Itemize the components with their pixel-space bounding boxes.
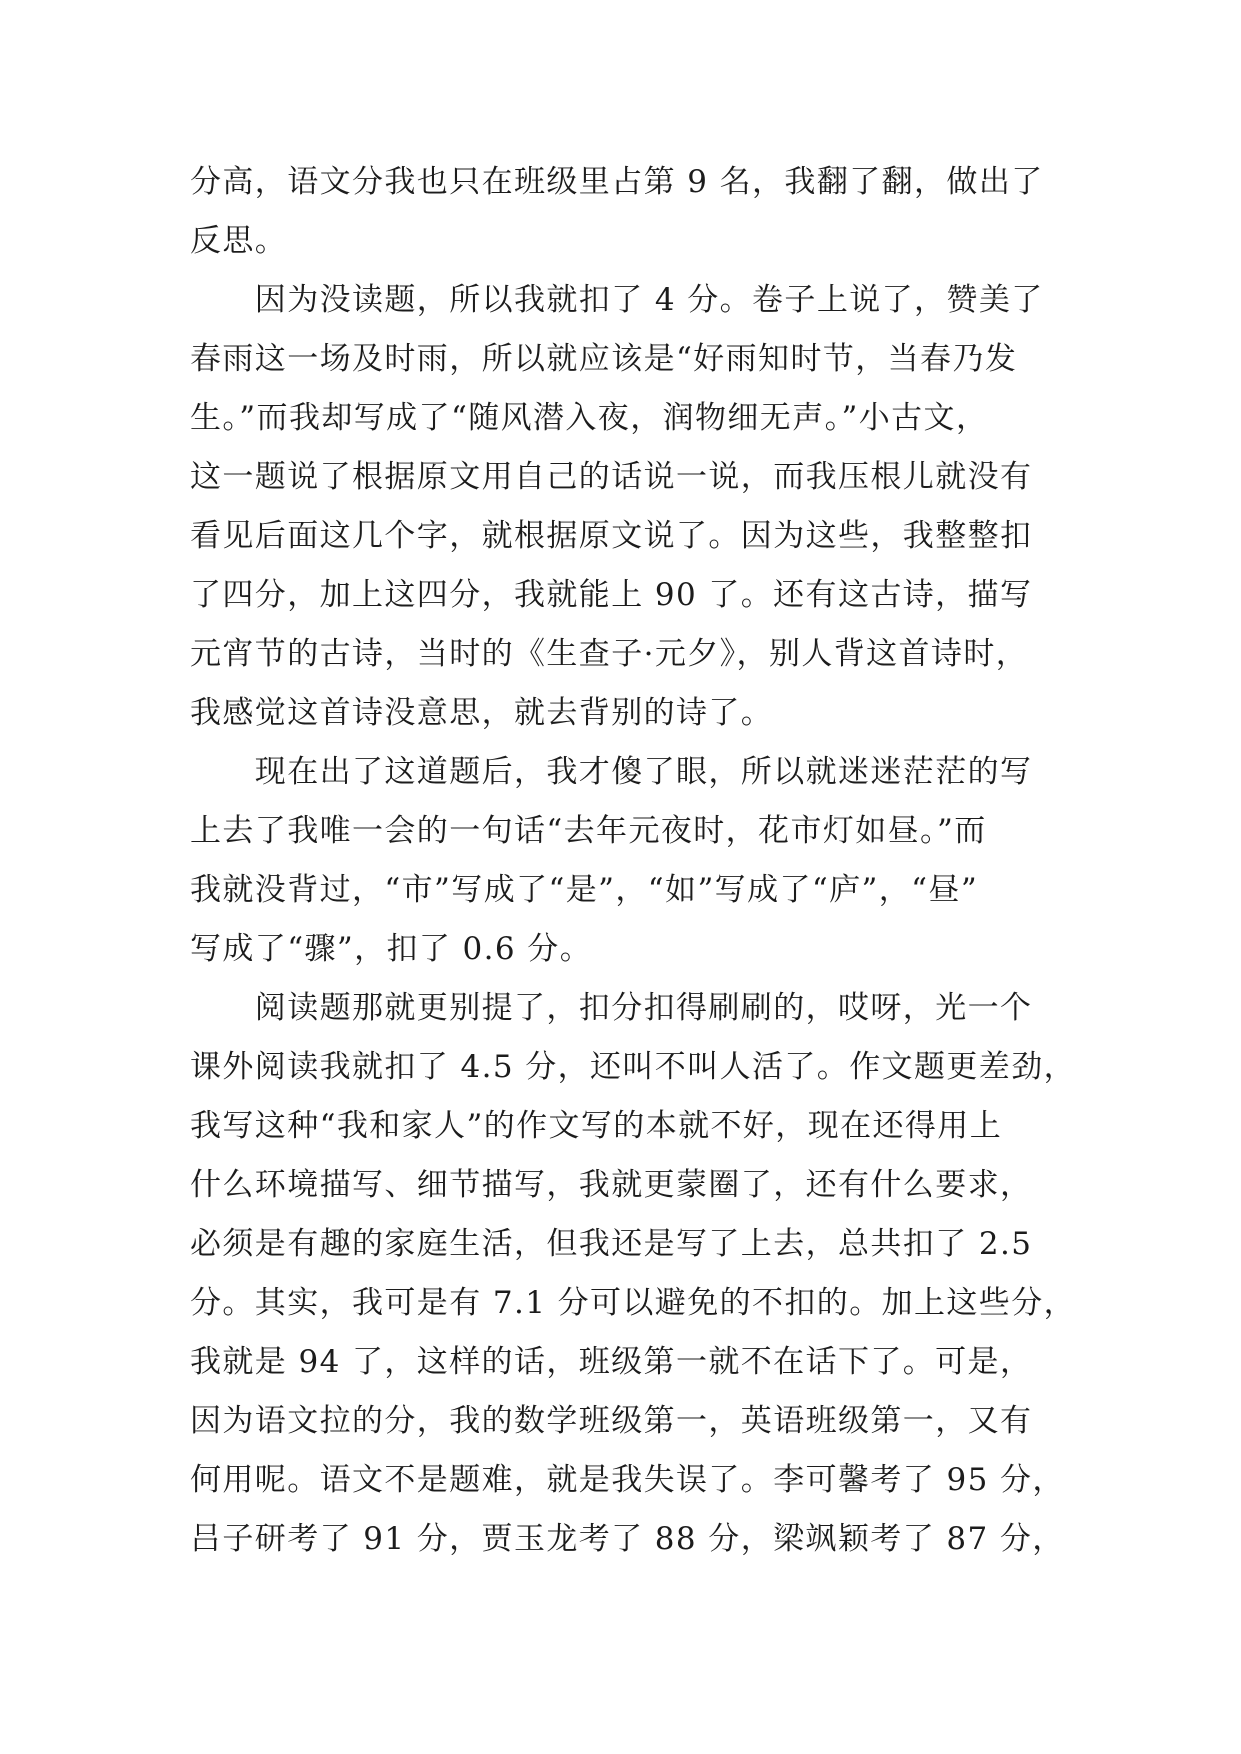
text-line: 分高，语文分我也只在班级里占第 9 名，我翻了翻，做出了 [190,164,1044,200]
text-line: 了四分，加上这四分，我就能上 90 了。还有这古诗，描写 [190,577,1033,613]
text-line: 春雨这一场及时雨，所以就应该是“好雨知时节，当春乃发 [190,341,1018,377]
text-line: 必须是有趣的家庭生活，但我还是写了上去，总共扣了 2.5 [190,1226,1033,1262]
text-line: 因为语文拉的分，我的数学班级第一，英语班级第一，又有 [190,1403,1033,1439]
text-line: 阅读题那就更别提了，扣分扣得刷刷的，哎呀，光一个 [190,990,1033,1026]
text-line: 什么环境描写、细节描写，我就更蒙圈了，还有什么要求， [190,1167,1033,1203]
text-line: 上去了我唯一会的一句话“去年元夜时，花市灯如昼。”而 [190,813,987,849]
text-line: 我就是 94 了，这样的话，班级第一就不在话下了。可是， [190,1344,1033,1380]
text-line: 我感觉这首诗没意思，就去背别的诗了。 [190,695,774,731]
text-line: 现在出了这道题后，我才傻了眼，所以就迷迷茫茫的写 [190,754,1033,790]
text-line: 看见后面这几个字，就根据原文说了。因为这些，我整整扣 [190,518,1033,554]
text-line: 吕子研考了 91 分，贾玉龙考了 88 分，梁飒颖考了 87 分， [190,1521,1065,1557]
text-line: 我写这种“我和家人”的作文写的本就不好，现在还得用上 [190,1108,1003,1144]
text-line: 何用呢。语文不是题难，就是我失误了。李可馨考了 95 分， [190,1462,1065,1498]
text-line: 写成了“骤”，扣了 0.6 分。 [190,931,593,967]
body-text [190,153,1077,1569]
text-line: 反思。 [190,223,288,259]
text-line: 分。其实，我可是有 7.1 分可以避免的不扣的。加上这些分， [190,1285,1077,1321]
text-line: 这一题说了根据原文用自己的话说一说，而我压根儿就没有 [190,459,1033,495]
text-line: 元宵节的古诗，当时的《生查子·元夕》，别人背这首诗时， [190,636,1029,672]
text-line: 生。”而我却写成了“随风潜入夜，润物细无声。”小古文， [190,400,989,436]
text-line: 课外阅读我就扣了 4.5 分，还叫不叫人活了。作文题更差劲， [190,1049,1077,1085]
text-line: 因为没读题，所以我就扣了 4 分。卷子上说了，赞美了 [190,282,1044,318]
text-line: 我就没背过，“市”写成了“是”，“如”写成了“庐”，“昼” [190,872,979,908]
